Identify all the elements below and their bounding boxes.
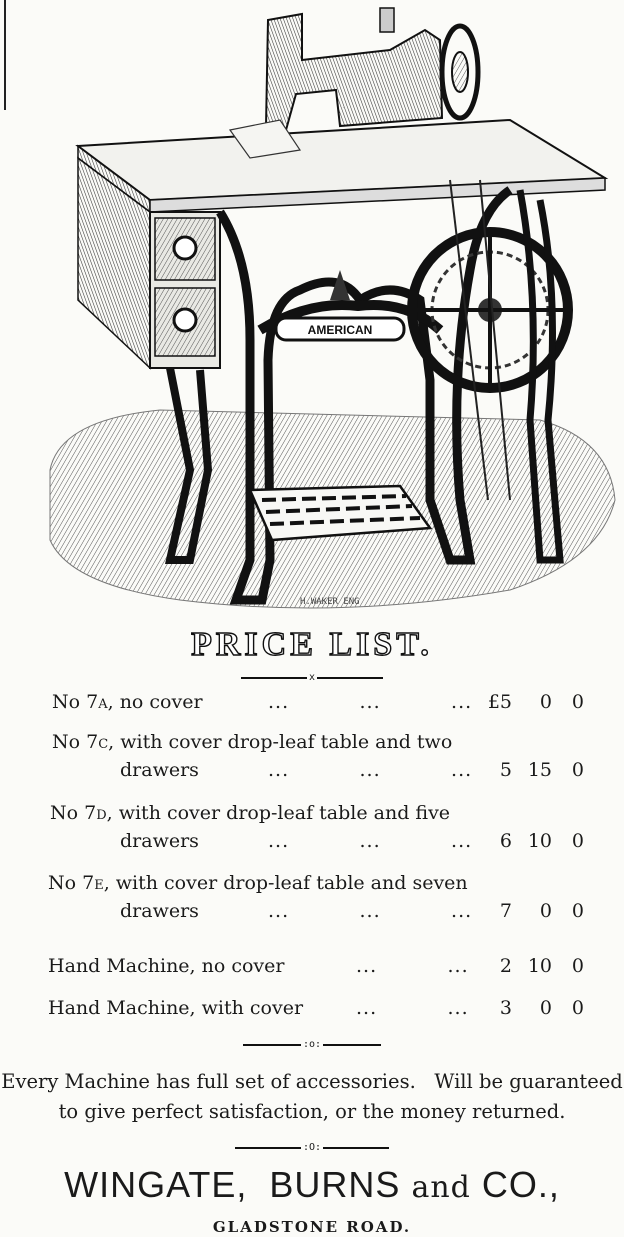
note-line-2: to give perfect satisfaction, or the money returned.: [58, 1100, 566, 1123]
divider-top: [0, 673, 624, 684]
item-desc: , no cover: [107, 691, 203, 713]
item-code: 7e: [82, 872, 104, 894]
divider-mark: x: [308, 672, 316, 683]
company-name-and: and: [411, 1170, 471, 1205]
leader-dots: ... ... ...: [268, 830, 473, 852]
divider-mark: :O:: [302, 1142, 322, 1153]
item-description: [52, 690, 203, 714]
item-description: Hand Machine, no cover: [48, 955, 285, 977]
price-pence: 0: [571, 955, 584, 977]
company-name-part1: WINGATE, BURNS: [64, 1164, 412, 1205]
item-code: 7c: [86, 731, 109, 753]
item-desc: , with cover drop-leaf table and five: [106, 802, 451, 824]
price-shillings: 0: [539, 691, 552, 713]
item-no: No: [52, 731, 81, 753]
leader-dots: ... ... ...: [268, 759, 473, 781]
column-rule: [4, 0, 6, 110]
price-list-title: PRICE LIST.: [191, 626, 433, 663]
price-pounds: 6: [499, 830, 512, 852]
item-code: 7a: [86, 691, 108, 713]
company-name-part2: CO.,: [470, 1164, 560, 1205]
item-description: Hand Machine, with cover: [48, 997, 304, 1019]
price-pounds: 2: [499, 955, 512, 977]
price-pence: 0: [571, 691, 584, 713]
item-code: 7d: [84, 802, 107, 824]
item-desc: , with cover drop-leaf table and two: [108, 731, 453, 753]
divider-mark: :o:: [302, 1039, 322, 1050]
leader-dots: ... ... ...: [268, 691, 473, 713]
item-no: No: [50, 802, 79, 824]
divider-bottom: [0, 1143, 624, 1154]
price-pounds: 5: [499, 759, 512, 781]
company-address: GLADSTONE ROAD.: [212, 1218, 412, 1236]
price-pounds: £5: [487, 691, 512, 713]
sewing-machine-illustration: [40, 0, 620, 618]
company-name: [0, 1164, 624, 1206]
price-shillings: 10: [527, 955, 552, 977]
item-description: [52, 730, 452, 754]
price-pence: 0: [571, 997, 584, 1019]
item-description: [50, 801, 450, 825]
item-desc-cont: drawers: [120, 759, 199, 781]
item-desc-cont: drawers: [120, 830, 199, 852]
leader-dots: ... ... ...: [268, 900, 473, 922]
price-pounds: 7: [499, 900, 512, 922]
item-no: No: [52, 691, 81, 713]
price-pounds: 3: [499, 997, 512, 1019]
price-shillings: 10: [527, 830, 552, 852]
item-desc-cont: drawers: [120, 900, 199, 922]
price-shillings: 0: [539, 900, 552, 922]
price-pence: 0: [571, 900, 584, 922]
leader-dots: ... ...: [356, 955, 469, 977]
engraver-mark: H.WAKER ENG: [300, 597, 360, 607]
price-pence: 0: [571, 759, 584, 781]
guarantee-note: [0, 1067, 624, 1127]
note-line-1: Every Machine has full set of accessories. Will be guaranteed: [1, 1070, 623, 1093]
divider-mid: [0, 1040, 624, 1051]
price-pence: 0: [571, 830, 584, 852]
item-description: [48, 871, 468, 895]
price-shillings: 15: [527, 759, 552, 781]
item-desc: , with cover drop-leaf table and seven: [103, 872, 468, 894]
price-shillings: 0: [539, 997, 552, 1019]
emblem-text: AMERICAN: [307, 323, 373, 337]
leader-dots: ... ...: [356, 997, 469, 1019]
item-no: No: [48, 872, 77, 894]
